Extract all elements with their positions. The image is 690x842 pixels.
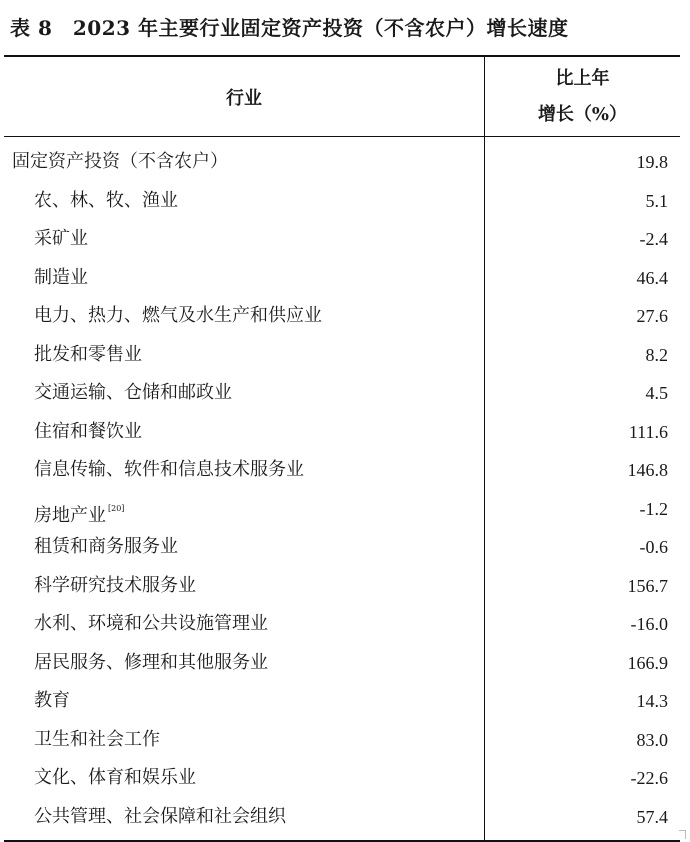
industry-name-cell (4, 682, 484, 721)
industry-name-cell (4, 220, 484, 259)
industry-name: 固定资产投资（不含农户） (12, 151, 228, 172)
growth-column (485, 137, 680, 840)
industry-name: 制造业 (34, 266, 88, 288)
growth-value: 156.7 (627, 575, 668, 596)
industry-column (4, 137, 485, 840)
industry-name: 文化、体育和娱乐业 (34, 767, 196, 788)
growth-value: 4.5 (645, 383, 668, 403)
growth-value: -1.2 (639, 498, 668, 519)
industry-name: 批发和零售业 (34, 343, 142, 365)
industry-name-cell (4, 605, 484, 644)
header-growth-line1: 比上年 (555, 67, 610, 89)
industry-name: 水利、环境和公共设施管理业 (34, 613, 268, 634)
growth-value: 166.9 (627, 652, 668, 673)
growth-value: -16.0 (630, 614, 668, 634)
industry-name: 房地产业 (34, 504, 106, 526)
industry-name: 教育 (34, 690, 70, 711)
industry-name-cell (4, 798, 484, 837)
industry-name: 公共管理、社会保障和社会组织 (34, 805, 286, 827)
growth-table (4, 55, 680, 842)
growth-value: 14.3 (636, 691, 668, 711)
industry-name: 卫生和社会工作 (34, 728, 160, 750)
industry-name-cell (4, 451, 484, 490)
industry-name: 采矿业 (34, 228, 88, 249)
growth-value: 8.2 (645, 344, 668, 365)
table-header (4, 57, 680, 136)
header-industry: 行业 (4, 57, 485, 136)
industry-name: 租赁和商务服务业 (34, 536, 178, 557)
industry-name: 信息传输、软件和信息技术服务业 (34, 459, 304, 480)
growth-value: 46.4 (636, 267, 668, 288)
industry-name-cell (4, 644, 484, 683)
table-body (4, 137, 680, 840)
corner-mark (679, 830, 686, 839)
industry-name-cell (4, 413, 484, 452)
growth-value: 19.8 (636, 152, 668, 172)
industry-name: 电力、热力、燃气及水生产和供应业 (34, 305, 322, 326)
header-growth (485, 57, 680, 136)
growth-value: 5.1 (645, 190, 668, 211)
industry-name: 科学研究技术服务业 (34, 574, 196, 596)
growth-value: -2.4 (639, 229, 668, 249)
industry-name: 农、林、牧、渔业 (34, 189, 178, 211)
industry-name-cell (4, 182, 484, 221)
industry-name-cell (4, 336, 484, 375)
growth-value: 57.4 (636, 806, 668, 827)
industry-name-cell (4, 721, 484, 760)
growth-value: 111.6 (628, 421, 668, 442)
table-title: 表 8 2023 年主要行业固定资产投资（不含农户）增长速度 (10, 16, 569, 40)
industry-name-cell (4, 259, 484, 298)
industry-name-cell (4, 567, 484, 606)
industry-name-cell (4, 490, 484, 529)
industry-name-cell (4, 143, 484, 182)
footnote-marker: [20] (108, 503, 125, 513)
growth-value: -22.6 (630, 768, 668, 788)
growth-value: -0.6 (639, 537, 668, 557)
growth-value: 146.8 (627, 460, 668, 480)
industry-name-cell (4, 759, 484, 798)
industry-name-cell (4, 374, 484, 413)
industry-name: 住宿和餐饮业 (34, 420, 142, 442)
industry-name: 居民服务、修理和其他服务业 (34, 651, 268, 673)
industry-name: 交通运输、仓储和邮政业 (34, 382, 232, 403)
growth-value: 83.0 (636, 729, 668, 750)
growth-value: 27.6 (636, 306, 668, 326)
industry-name-cell (4, 297, 484, 336)
header-growth-line2: 增长（%） (537, 103, 628, 125)
industry-name-cell (4, 528, 484, 567)
